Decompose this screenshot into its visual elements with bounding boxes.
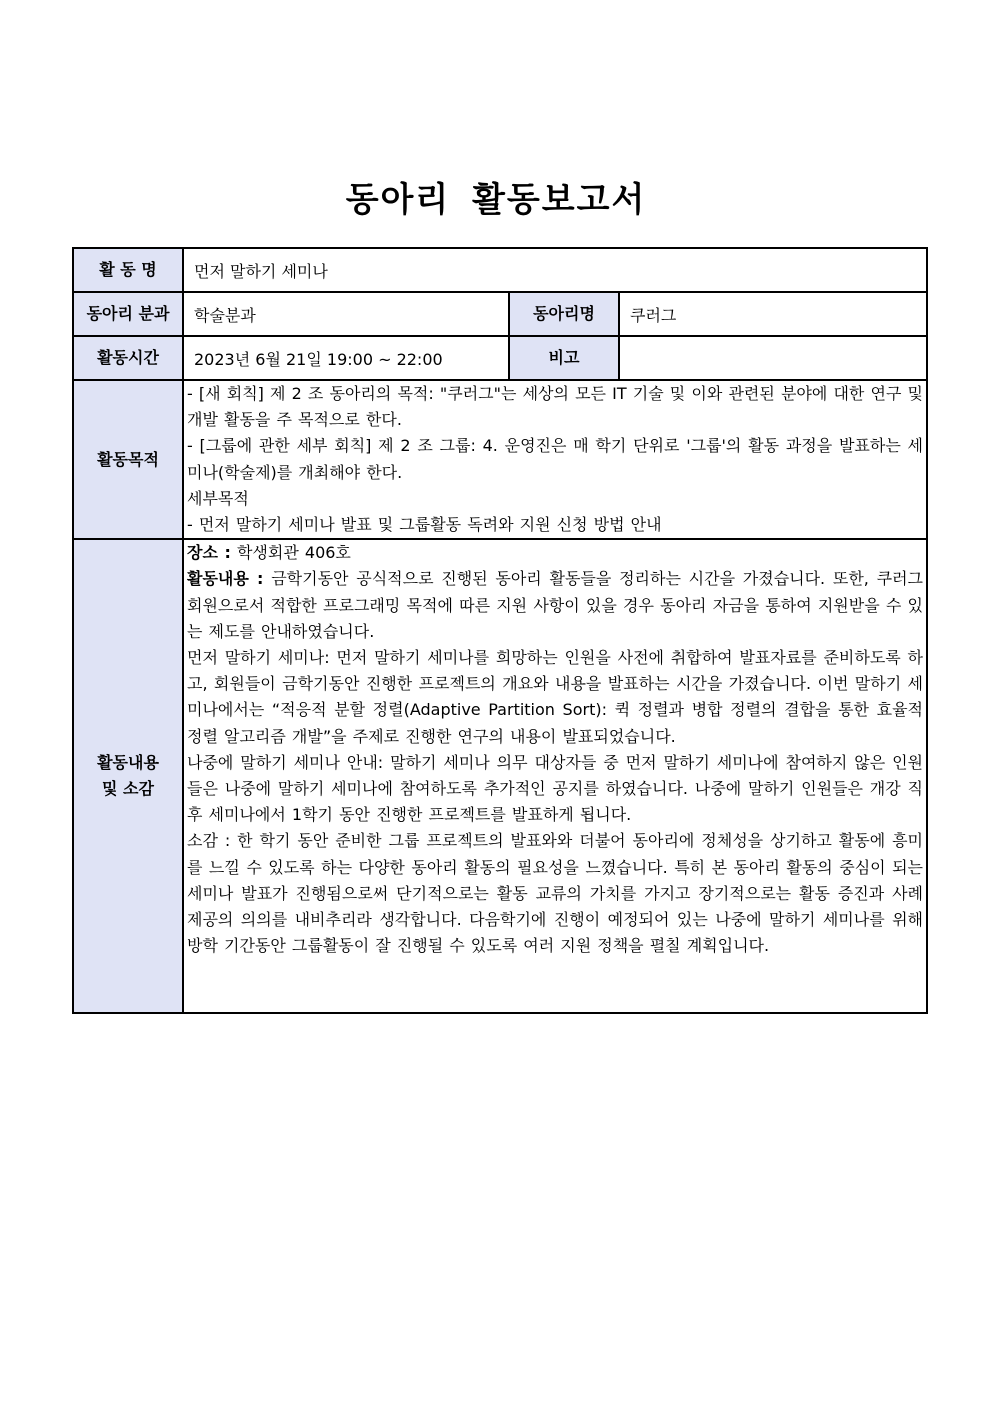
- content-text: [183, 539, 927, 1013]
- place-value: 학생회관 406호: [230, 543, 351, 563]
- purpose-line-4: - 먼저 말하기 세미나 발표 및 그룹활동 독려와 지원 신청 방법 안내: [187, 515, 662, 535]
- value-club-name: 쿠러그: [619, 292, 927, 336]
- purpose-line-1: - [새 회칙] 제 2 조 동아리의 목적: "쿠러그"는 세상의 모든 IT 기술 및 이와 관련된 분야에 대한 연구 및 개발 활동을 주 목적으로 한다.: [187, 384, 923, 430]
- content-value: 금학기동안 공식적으로 진행된 동아리 활동들을 정리하는 시간을 가졌습니다. 또한, 쿠러그 회원으로서 적합한 프로그래밍 목적에 따른 지원 사항이 있을 경우 동아리 자금을 통하여 지원받을 수 있는 제도를 안내하였습니다.: [187, 569, 924, 641]
- document-title: 동아리 활동보고서: [345, 180, 647, 220]
- report-table: [72, 247, 928, 1014]
- place-label: 장소 :: [187, 543, 231, 563]
- purpose-line-2: - [그룹에 관한 세부 회칙] 제 2 조 그룹: 4. 운영진은 매 학기 단위로 '그룹'의 활동 과정을 발표하는 세미나(학술제)를 개최해야 한다.: [187, 436, 923, 482]
- row-division: [73, 292, 927, 336]
- content-label: 활동내용 :: [187, 569, 264, 589]
- row-content: [73, 539, 927, 1013]
- row-time: [73, 336, 927, 380]
- label-purpose: 활동목적: [73, 380, 183, 539]
- purpose-line-3: 세부목적: [187, 488, 249, 508]
- seminar-first-paragraph: 먼저 말하기 세미나: 먼저 말하기 세미나를 희망하는 인원을 사전에 취합하여 발표자료를 준비하도록 하고, 회원들이 금학기동안 진행한 프로젝트의 개요와 내용을 발표하는 시간을 가졌습니다. 이번 말하기 세미나에서는 “적응적 분할 정렬(Adaptive Partition Sort): 퀵 정렬과 병합 정렬의 결합을 통한 효율적 정렬 알고리즘 개발”을 주제로 진행한 연구의 내용이 발표되었습니다.: [187, 648, 923, 746]
- label-division: 동아리 분과: [73, 292, 183, 336]
- label-club-name: 동아리명: [509, 292, 619, 336]
- value-time: 2023년 6월 21일 19:00 ~ 22:00: [183, 336, 509, 380]
- row-purpose: [73, 380, 927, 539]
- label-content-line-2: 및 소감: [102, 779, 154, 799]
- content-line: [187, 566, 923, 645]
- purpose-text: [183, 380, 927, 539]
- label-remarks: 비고: [509, 336, 619, 380]
- place-line: [187, 540, 923, 566]
- value-remarks: [619, 336, 927, 380]
- value-activity-name: 먼저 말하기 세미나: [183, 248, 927, 292]
- label-content: [73, 539, 183, 1013]
- label-activity-name: 활 동 명: [73, 248, 183, 292]
- row-activity-name: [73, 248, 927, 292]
- seminar-later-paragraph: 나중에 말하기 세미나 안내: 말하기 세미나 의무 대상자들 중 먼저 말하기 세미나에 참여하지 않은 인원들은 나중에 말하기 세미나에 참여하도록 추가적인 공지를 하였습니다. 나중에 말하기 인원들은 개강 직후 세미나에서 1학기 동안 진행한 프로젝트를 발표하게 됩니다.: [187, 752, 923, 825]
- impression-paragraph: 소감 : 한 학기 동안 준비한 그룹 프로젝트의 발표와와 더불어 동아리에 정체성을 상기하고 활동에 흥미를 느낄 수 있도록 하는 다양한 동아리 활동의 필요성을 느꼈습니다. 특히 본 동아리 활동의 중심이 되는 세미나 발표가 진행됨으로써 단기적으로는 활동 교류의 가치를 가지고 장기적으로는 활동 증진과 사례 제공의 의의를 내비추리라 생각합니다. 다음학기에 진행이 예정되어 있는 나중에 말하기 세미나를 위해 방학 기간동안 그룹활동이 잘 진행될 수 있도록 여러 지원 정책을 펼칠 계획입니다.: [187, 831, 923, 956]
- label-time: 활동시간: [73, 336, 183, 380]
- value-division: 학술분과: [183, 292, 509, 336]
- label-content-line-1: 활동내용: [97, 753, 159, 773]
